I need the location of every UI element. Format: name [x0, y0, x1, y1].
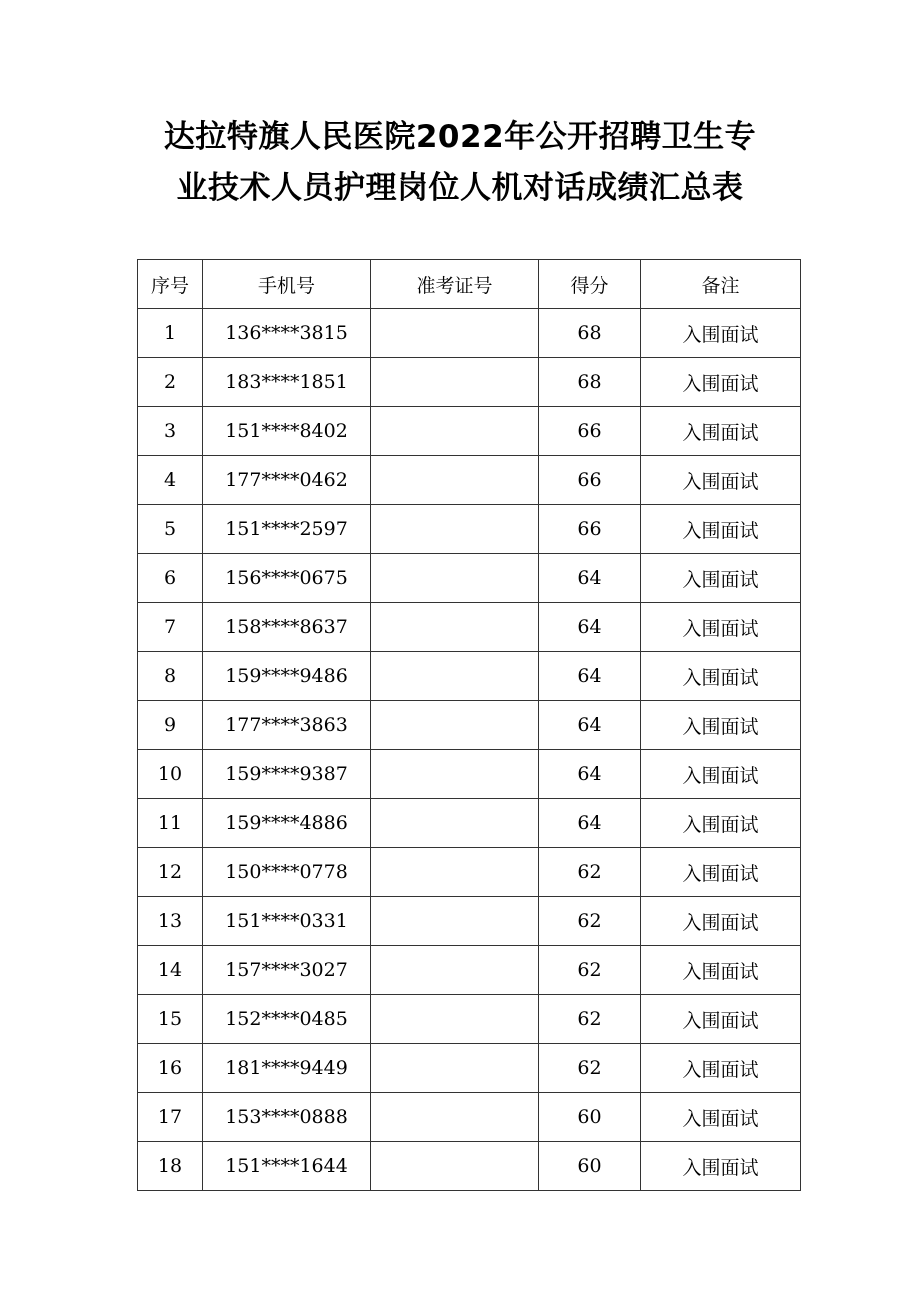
cell-phone: 183****1851 — [203, 358, 371, 407]
table-row — [138, 995, 801, 1044]
table-row — [138, 456, 801, 505]
cell-exam-id — [371, 652, 539, 701]
cell-seq: 2 — [138, 358, 203, 407]
cell-note: 入围面试 — [641, 652, 801, 701]
cell-exam-id — [371, 358, 539, 407]
cell-exam-id — [371, 603, 539, 652]
cell-phone: 150****0778 — [203, 848, 371, 897]
cell-phone: 152****0485 — [203, 995, 371, 1044]
table-row — [138, 309, 801, 358]
cell-score: 66 — [539, 456, 641, 505]
table-row — [138, 603, 801, 652]
table-row — [138, 505, 801, 554]
cell-exam-id — [371, 456, 539, 505]
cell-phone: 181****9449 — [203, 1044, 371, 1093]
cell-note: 入围面试 — [641, 505, 801, 554]
header-exam-id: 准考证号 — [371, 260, 539, 309]
table-header-row — [138, 260, 801, 309]
cell-seq: 7 — [138, 603, 203, 652]
cell-exam-id — [371, 1044, 539, 1093]
cell-phone: 177****0462 — [203, 456, 371, 505]
cell-score: 62 — [539, 946, 641, 995]
cell-note: 入围面试 — [641, 897, 801, 946]
header-score: 得分 — [539, 260, 641, 309]
cell-seq: 16 — [138, 1044, 203, 1093]
cell-phone: 159****9486 — [203, 652, 371, 701]
cell-seq: 3 — [138, 407, 203, 456]
cell-note: 入围面试 — [641, 701, 801, 750]
cell-exam-id — [371, 750, 539, 799]
cell-seq: 5 — [138, 505, 203, 554]
cell-phone: 159****9387 — [203, 750, 371, 799]
cell-note: 入围面试 — [641, 946, 801, 995]
cell-exam-id — [371, 897, 539, 946]
table-row — [138, 946, 801, 995]
cell-exam-id — [371, 1093, 539, 1142]
cell-phone: 156****0675 — [203, 554, 371, 603]
cell-note: 入围面试 — [641, 603, 801, 652]
cell-score: 64 — [539, 799, 641, 848]
cell-note: 入围面试 — [641, 1044, 801, 1093]
cell-note: 入围面试 — [641, 554, 801, 603]
cell-exam-id — [371, 407, 539, 456]
header-note: 备注 — [641, 260, 801, 309]
cell-score: 62 — [539, 897, 641, 946]
cell-phone: 136****3815 — [203, 309, 371, 358]
header-seq: 序号 — [138, 260, 203, 309]
cell-seq: 13 — [138, 897, 203, 946]
cell-score: 64 — [539, 603, 641, 652]
cell-seq: 9 — [138, 701, 203, 750]
cell-seq: 10 — [138, 750, 203, 799]
cell-phone: 157****3027 — [203, 946, 371, 995]
cell-exam-id — [371, 848, 539, 897]
cell-phone: 159****4886 — [203, 799, 371, 848]
cell-phone: 153****0888 — [203, 1093, 371, 1142]
cell-seq: 4 — [138, 456, 203, 505]
cell-score: 68 — [539, 309, 641, 358]
page-title-line-2: 业技术人员护理岗位人机对话成绩汇总表 — [176, 170, 744, 206]
cell-score: 62 — [539, 995, 641, 1044]
table-row — [138, 652, 801, 701]
cell-exam-id — [371, 701, 539, 750]
cell-seq: 12 — [138, 848, 203, 897]
cell-note: 入围面试 — [641, 1142, 801, 1191]
cell-seq: 15 — [138, 995, 203, 1044]
cell-exam-id — [371, 995, 539, 1044]
cell-score: 66 — [539, 407, 641, 456]
cell-score: 62 — [539, 1044, 641, 1093]
table-row — [138, 358, 801, 407]
table-row — [138, 1044, 801, 1093]
cell-note: 入围面试 — [641, 309, 801, 358]
cell-note: 入围面试 — [641, 456, 801, 505]
cell-phone: 151****0331 — [203, 897, 371, 946]
cell-seq: 18 — [138, 1142, 203, 1191]
cell-phone: 151****1644 — [203, 1142, 371, 1191]
table-row — [138, 848, 801, 897]
cell-score: 62 — [539, 848, 641, 897]
cell-seq: 17 — [138, 1093, 203, 1142]
cell-seq: 11 — [138, 799, 203, 848]
cell-score: 64 — [539, 554, 641, 603]
cell-seq: 14 — [138, 946, 203, 995]
table-row — [138, 897, 801, 946]
cell-note: 入围面试 — [641, 1093, 801, 1142]
cell-phone: 158****8637 — [203, 603, 371, 652]
cell-note: 入围面试 — [641, 848, 801, 897]
table-row — [138, 407, 801, 456]
cell-seq: 1 — [138, 309, 203, 358]
table-row — [138, 1093, 801, 1142]
cell-note: 入围面试 — [641, 407, 801, 456]
table-row — [138, 799, 801, 848]
table-row — [138, 1142, 801, 1191]
cell-score: 64 — [539, 750, 641, 799]
cell-score: 66 — [539, 505, 641, 554]
table-row — [138, 701, 801, 750]
cell-phone: 151****8402 — [203, 407, 371, 456]
cell-exam-id — [371, 799, 539, 848]
page-title — [0, 112, 920, 214]
header-phone: 手机号 — [203, 260, 371, 309]
cell-note: 入围面试 — [641, 799, 801, 848]
page-title-line-1: 达拉特旗人民医院2022年公开招聘卫生专 — [163, 119, 757, 155]
cell-exam-id — [371, 309, 539, 358]
table-body — [138, 309, 801, 1191]
cell-seq: 6 — [138, 554, 203, 603]
cell-score: 60 — [539, 1093, 641, 1142]
cell-exam-id — [371, 505, 539, 554]
cell-seq: 8 — [138, 652, 203, 701]
cell-score: 68 — [539, 358, 641, 407]
cell-exam-id — [371, 554, 539, 603]
table-row — [138, 554, 801, 603]
cell-score: 60 — [539, 1142, 641, 1191]
cell-exam-id — [371, 1142, 539, 1191]
cell-note: 入围面试 — [641, 995, 801, 1044]
score-table — [137, 259, 801, 1191]
cell-phone: 151****2597 — [203, 505, 371, 554]
table-row — [138, 750, 801, 799]
cell-note: 入围面试 — [641, 750, 801, 799]
cell-note: 入围面试 — [641, 358, 801, 407]
cell-phone: 177****3863 — [203, 701, 371, 750]
cell-score: 64 — [539, 701, 641, 750]
cell-exam-id — [371, 946, 539, 995]
cell-score: 64 — [539, 652, 641, 701]
